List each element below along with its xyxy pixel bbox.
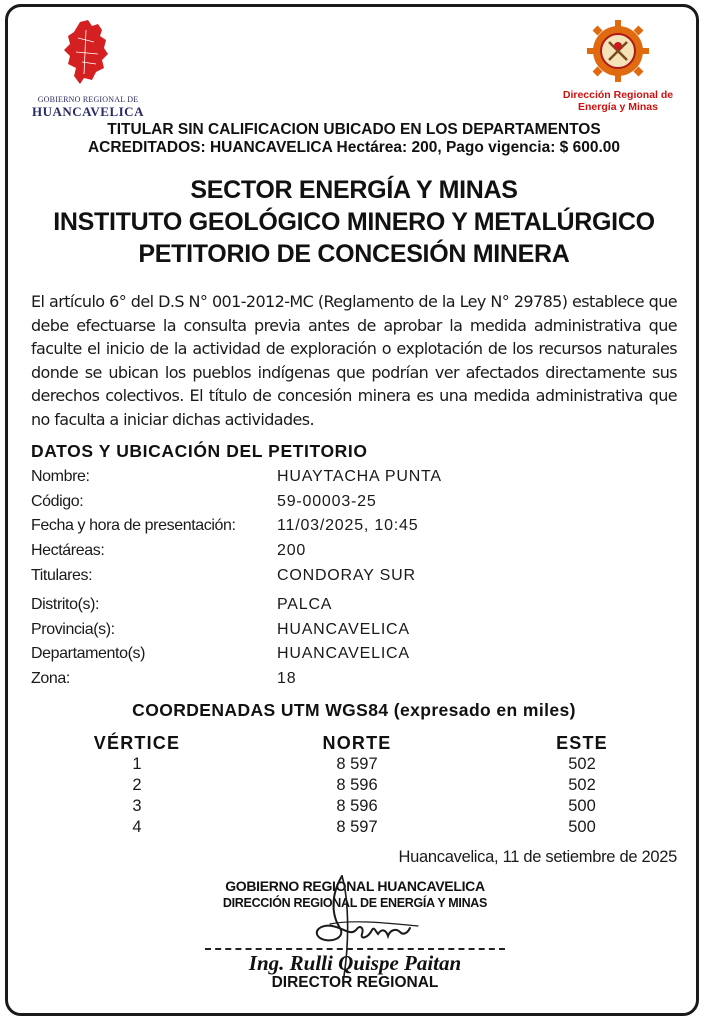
field-label: Fecha y hora de presentación:	[31, 517, 236, 535]
cell-este: 500	[568, 818, 596, 836]
signature-org-line1: GOBIERNO REGIONAL HUANCAVELICA	[225, 878, 485, 894]
field-label: Provincia(s):	[31, 620, 115, 638]
gear-emblem-icon	[585, 18, 651, 84]
fields-group-b	[31, 593, 631, 692]
cell-norte: 8 596	[336, 797, 378, 815]
table-row	[62, 817, 662, 838]
field-value: CONDORAY SUR	[277, 566, 416, 584]
gobierno-regional-logo	[28, 18, 148, 120]
field-row	[31, 514, 631, 539]
cell-este: 502	[568, 755, 596, 773]
field-label: Hectáreas:	[31, 542, 105, 560]
field-label: Titulares:	[31, 566, 93, 584]
field-value: PALCA	[277, 596, 333, 613]
coordinates-table	[62, 732, 662, 838]
table-header-row	[62, 732, 662, 754]
logo-left-big-text: HUANCAVELICA	[32, 104, 144, 119]
cell-norte: 8 597	[336, 755, 378, 773]
title-line1: SECTOR ENERGÍA Y MINAS	[190, 176, 518, 204]
field-label: Departamento(s)	[31, 645, 146, 663]
field-value: 11/03/2025, 10:45	[277, 517, 419, 535]
logo-right-line1: Dirección Regional de	[562, 89, 674, 101]
table-row	[62, 754, 662, 775]
header-vertice: VÉRTICE	[93, 733, 181, 753]
title-line3: PETITORIO DE CONCESIÓN MINERA	[138, 240, 570, 268]
field-value: HUANCAVELICA	[277, 620, 410, 638]
field-value: 18	[277, 670, 297, 688]
field-row	[31, 618, 631, 643]
field-row	[31, 667, 631, 692]
date-line: Huancavelica, 11 de setiembre de 2025	[398, 848, 677, 866]
cell-vertice: 4	[132, 818, 142, 836]
field-value: HUANCAVELICA	[277, 645, 410, 663]
fields-group-a	[31, 465, 631, 588]
cell-vertice: 1	[132, 755, 142, 773]
huancavelica-map-icon	[58, 18, 118, 88]
cell-este: 500	[568, 797, 596, 815]
field-label: Zona:	[31, 670, 70, 688]
handwritten-signature-icon	[290, 866, 430, 986]
header-note	[0, 121, 708, 157]
signatory-role: DIRECTOR REGIONAL	[271, 974, 439, 991]
section-title: DATOS Y UBICACIÓN DEL PETITORIO	[31, 441, 368, 461]
logo-right-line2: Energía y Minas	[578, 101, 658, 113]
field-row	[31, 642, 631, 667]
header-note-line1: TITULAR SIN CALIFICACION UBICADO EN LOS DEPARTAMENTOS	[107, 121, 601, 138]
field-row	[31, 593, 631, 618]
title-line2: INSTITUTO GEOLÓGICO MINERO Y METALÚRGICO	[53, 208, 655, 236]
coordinates-title: COORDENADAS UTM WGS84 (expresado en miles)	[132, 700, 576, 720]
document-titles	[0, 174, 708, 270]
field-row	[31, 564, 631, 589]
header-este: ESTE	[556, 733, 608, 753]
table-row	[62, 775, 662, 796]
header-note-line2: ACREDITADOS: HUANCAVELICA Hectárea: 200, Pago vigencia: $ 600.00	[87, 139, 621, 156]
cell-norte: 8 596	[336, 776, 378, 794]
cell-vertice: 3	[132, 797, 142, 815]
cell-vertice: 2	[132, 776, 142, 794]
cell-norte: 8 597	[336, 818, 378, 836]
field-value: 59-00003-25	[277, 492, 377, 510]
logo-left-small-text: GOBIERNO REGIONAL DE	[37, 95, 139, 104]
field-label: Distrito(s):	[31, 596, 100, 613]
field-value: HUAYTACHA PUNTA	[277, 468, 442, 485]
field-value: 200	[277, 542, 307, 560]
direccion-regional-logo	[548, 18, 688, 113]
legal-paragraph: El artículo 6° del D.S N° 001-2012-MC (Reglamento de la Ley N° 29785) establece que debe efectuarse la consulta previa antes de aprobar la medida administrativa que faculte el inicio de la actividad de exploración o explotación de los recursos naturales donde se ubican los pueblos indígenas que podrían ver afectados directamente sus derechos colectivos. El título de concesión minera es una medida administrativa que no faculta a iniciar dichas actividades.	[31, 292, 677, 429]
field-label: Nombre:	[31, 468, 90, 485]
signature-org-line2: DIRECCIÓN REGIONAL DE ENERGÍA Y MINAS	[222, 896, 488, 910]
field-row	[31, 539, 631, 564]
field-row	[31, 490, 631, 515]
signatory-name: Ing. Rulli Quispe Paitan	[248, 951, 462, 975]
header-norte: NORTE	[322, 733, 392, 753]
table-row	[62, 796, 662, 817]
cell-este: 502	[568, 776, 596, 794]
field-label: Código:	[31, 492, 84, 510]
field-row	[31, 465, 631, 490]
